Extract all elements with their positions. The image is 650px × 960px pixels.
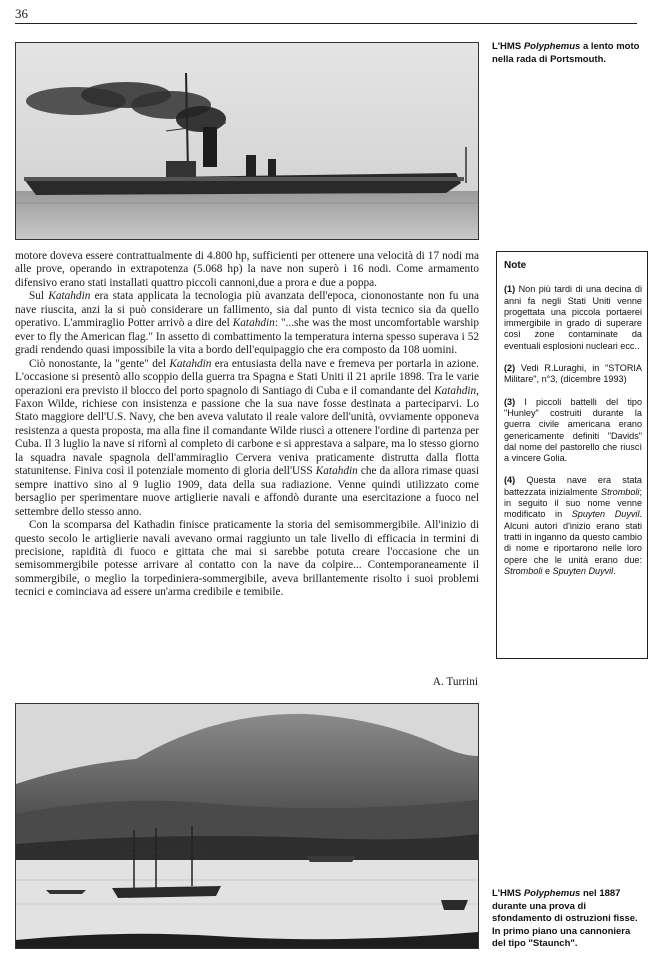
photo-caption-bottom: L'HMS Polyphemus nel 1887 durante una prova di sfondamento di ostruzioni fisse. In primo piano una cannoniera del tipo "Staunch". [492, 888, 638, 949]
article-paragraph: Con la scomparsa del Kathadin finisce praticamente la storia del semisommergibile. All'inizio di questo secolo le artiglierie navali avevano ormai raggiunto un tale livello di efficacia in termini di precisione, rapidità di fuoco e gittata che mai si sarebbe potuta creare l'occasione che un semisommergibile potesse arrivare al contatto con la nave da colpire... Contemporaneamente il sommergibile, o meglio la torpediniera-sommergibile, aveva brillantemente risolto i suoi problemi tecnici e cominciava ad essere un'arma credibile e temibile. [15, 519, 479, 599]
article-paragraph: Ciò nonostante, la "gente" del Katahdin era entusiasta della nave e fremeva per portarla in azione. L'occasione si presentò allo scoppio della guerra tra Spagna e Stati Uniti il 21 aprile 1898. Tra le varie operazioni era previsto il blocco del porto spagnolo di Santiago di Cuba e il comandante del Katahdin, Faxon Wilde, richiese con insistenza e passione che la sua nave fosse destinata a parteciparvi. Lo Stato maggiore dell'U.S. Navy, che ben aveva valutato il reale valore dell'unità, ovviamente opponeva resistenza a questa proposta, ma alla fine il comandante Wilde riuscì a ottenere l'ordine di partenza per Cuba. Il 3 luglio la nave si rifornì al completo di carbone e si apprestava a salpare, ma lo stesso giorno la squadra navale spagnola dell'ammiraglio Cervera veniva praticamente distrutta dalla flotta statunitense. Finiva così il potenziale momento di gloria dell'USS Katahdin che da allora rimase quasi sempre inattivo sino al 9 luglio 1909, data della sua radiazione. Venne quindi utilizzato come bersaglio per sperimentare nuove artiglierie navali e affondò durante una esercitazione a fuoco nel settembre dello stesso anno. [15, 357, 479, 518]
article-paragraph: Sul Katahdin era stata applicata la tecnologia più avanzata dell'epoca, ciononostante non fu una nave riuscita, anzi la si può considerare un fallimento, sia dal punto di vista tecnico sia da quello operativo. L'ammiraglio Potter arrivò a dire del Katahdin: "...she was the most uncomfortable warship ever to fly the American flag." In assetto di combattimento la temperatura interna spesso superava i 52 gradi rendendo quasi impossibile la vita a bordo dell'equipaggio che era composto da 108 uomini. [15, 290, 479, 357]
photo-caption-top: L'HMS Polyphemus a lento moto nella rada di Portsmouth. [492, 41, 640, 65]
notes-box [496, 251, 648, 659]
header-rule [15, 23, 637, 24]
note-1: (1) Non più tardi di una decina di anni fa negli Stati Uniti venne progettata una piccola portaerei immergibile in grado di superare così zone contaminate da eventuali esplosioni nucleari ecc.. [504, 284, 642, 351]
photo-polyphemus-portsmouth [15, 42, 479, 240]
note-2: (2) Vedi R.Luraghi, in "STORIA Militare", n°3, (dicembre 1993) [504, 363, 642, 385]
note-3: (3) I piccoli battelli del tipo "Hunley" costruiti durante la guerra civile americana erano genericamente definiti "Davids" dal nome del pastorello che riuscì a vincere Golia. [504, 396, 642, 464]
photo-polyphemus-1887 [15, 703, 479, 949]
note-4: (4) Questa nave era stata battezzata inizialmente Stromboli; in seguito il suo nome venne modificato in Spuyten Duyvil. Alcuni autori d'inizio erano stati tratti in inganno da questo cambio di nome e riportarono nelle loro opere che le unità erano due: Stromboli e Spuyten Duyvil. [504, 475, 642, 576]
ship-photo-image [16, 43, 478, 239]
notes-title: Note [504, 260, 527, 271]
harbour-photo-image [16, 704, 478, 948]
article-body [15, 250, 479, 600]
article-author: A. Turrini [432, 676, 478, 688]
page-number: 36 [15, 6, 28, 21]
article-paragraph: motore doveva essere contrattualmente di 4.800 hp, sufficienti per ottenere una velocità di 17 nodi ma alle prove, operando in extrapotenza (5.068 hp) la nave non superò i 16 nodi. Come armamento difensivo erano stati installati quattro piccoli cannoni,due a prora e due a poppa. [15, 250, 479, 289]
